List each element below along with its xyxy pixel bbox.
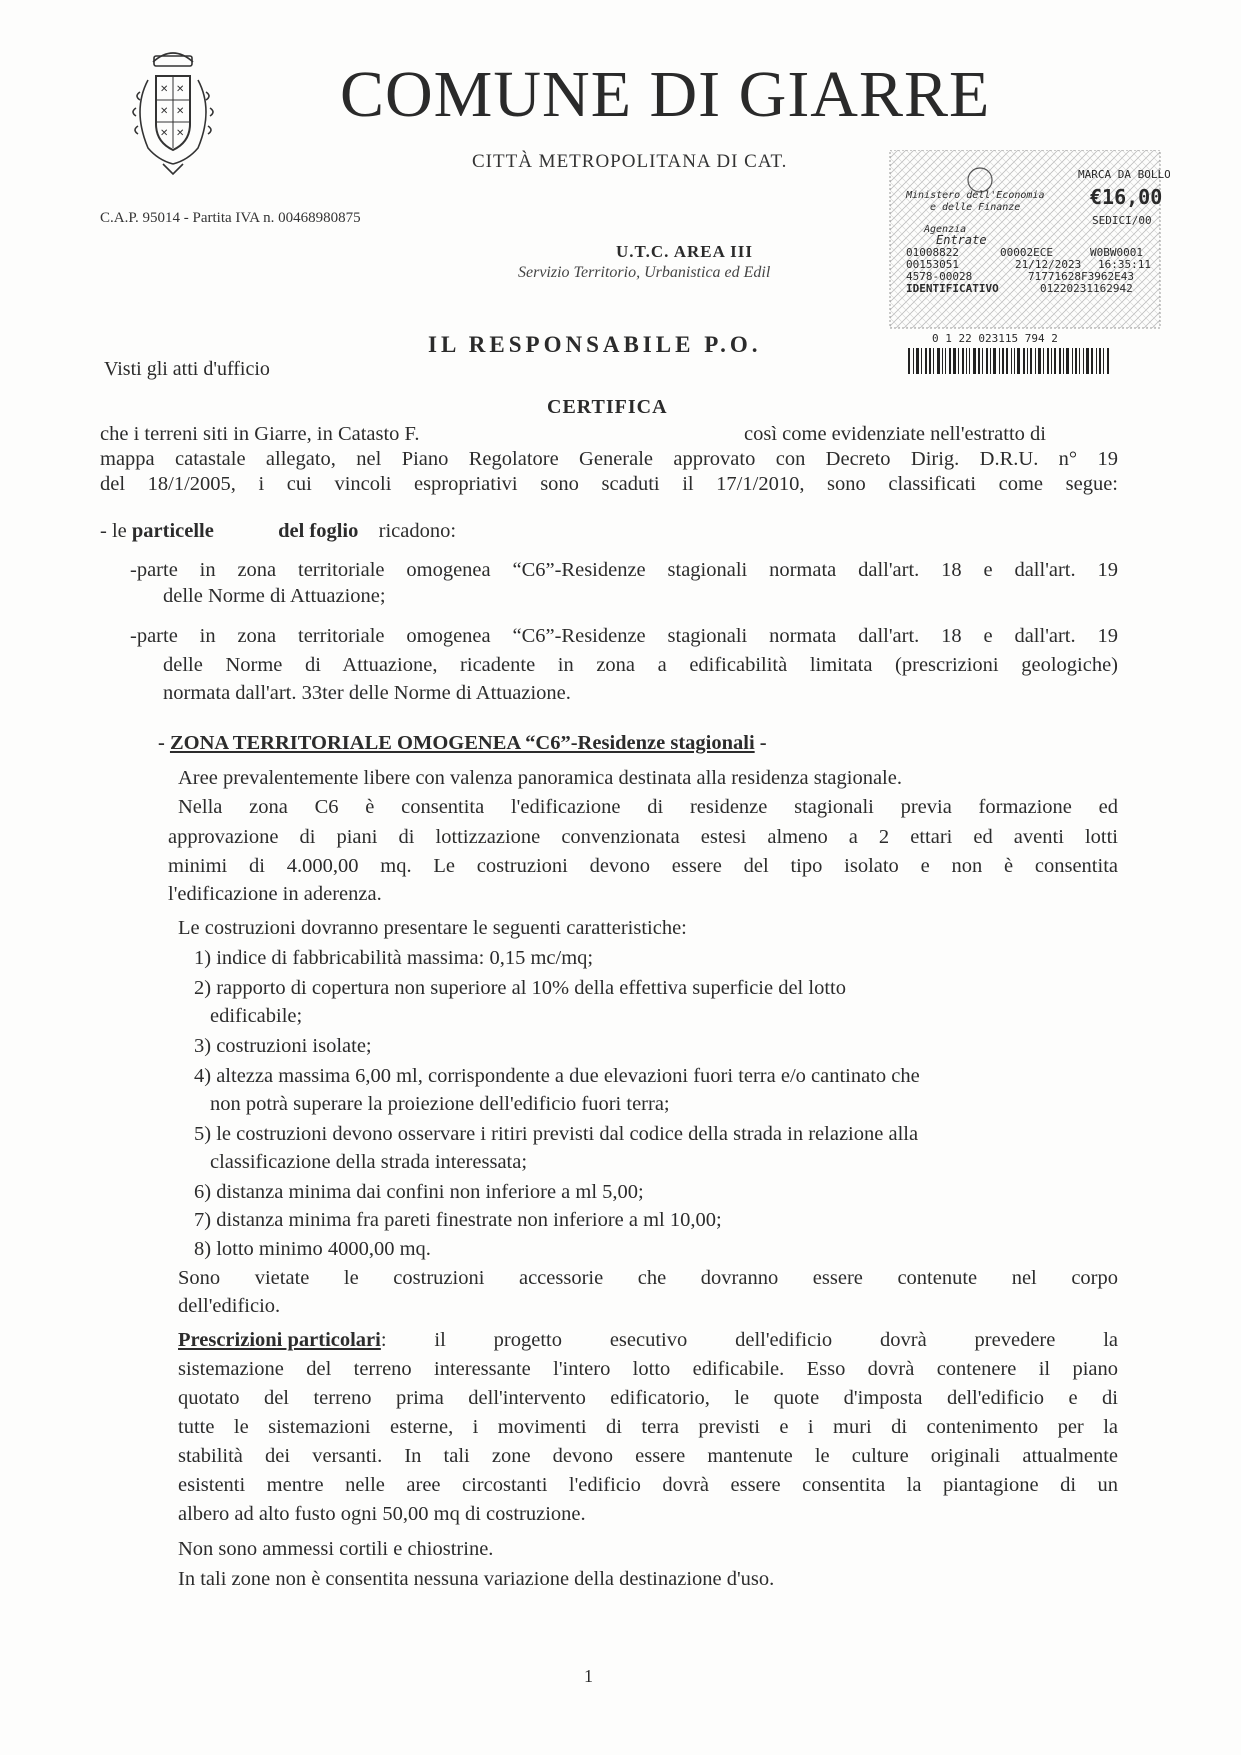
intro-line-1-part-1: che i terreni siti in Giarre, in Catasto F. xyxy=(100,423,420,445)
office-service: Servizio Territorio, Urbanistica ed Edil xyxy=(518,264,771,281)
barcode-bar xyxy=(949,348,951,374)
zona-par-line-3: minimi di 4.000,00 mq. Le costruzioni devono essere del tipo isolato e non è consentita xyxy=(168,855,1118,877)
particelle-label: particelle xyxy=(131,520,214,542)
coat-of-arms-logo xyxy=(118,40,228,180)
stamp-code-3b: 71771628F3962E43 xyxy=(1028,270,1134,283)
barcode-bar xyxy=(1075,348,1077,374)
barcode-bar xyxy=(1006,348,1008,374)
item-6: 6) distanza minima dai confini non inferiore a ml 5,00; xyxy=(194,1181,644,1203)
stamp-code-1b: 00002ECE xyxy=(1000,246,1053,259)
prescrizioni-line-6: esistenti mentre nelle aree circostanti l'edificio dovrà essere consentita la piantagione di un xyxy=(178,1474,1118,1496)
foglio-label: del foglio xyxy=(278,520,359,542)
barcode-bar xyxy=(908,348,910,374)
municipality-title: COMUNE DI GIARRE xyxy=(340,58,991,131)
barcode-bar xyxy=(1103,348,1104,374)
stamp-amount-words: SEDICI/00 xyxy=(1092,214,1152,227)
barcode-bar xyxy=(1059,348,1061,374)
zona-description: Aree prevalentemente libere con valenza panoramica destinata alla residenza stagionale. xyxy=(178,767,902,789)
svg-text:✕: ✕ xyxy=(160,106,169,117)
cortili-line: Non sono ammessi cortili e chiostrine. xyxy=(178,1538,494,1560)
barcode-bar xyxy=(1083,348,1084,374)
barcode-bar xyxy=(937,348,940,374)
item-8: 8) lotto minimo 4000,00 mq. xyxy=(194,1238,431,1260)
barcode-bar xyxy=(982,348,983,374)
prescrizioni-line-4: tutte le sistemazioni esterne, i movimenti di terra previsti e i muri di contenimento per la xyxy=(178,1416,1118,1438)
prescrizioni-line-1-text: : il progetto esecutivo dell'edificio dovrà prevedere la xyxy=(380,1329,1118,1351)
barcode-bar xyxy=(1030,348,1032,374)
part1-line-2: delle Norme di Attuazione; xyxy=(163,585,386,607)
part1-line-1: -parte in zona territoriale omogenea “C6”-Residenze stagionali normata dall'art. 18 e dall'art. 19 xyxy=(130,559,1118,581)
office-name: U.T.C. AREA III xyxy=(616,242,754,261)
vietate-line-1: Sono vietate le costruzioni accessorie che dovranno essere contenute nel corpo xyxy=(178,1267,1118,1289)
barcode-bar xyxy=(1096,348,1097,374)
barcode-bar xyxy=(973,348,976,374)
barcode-bar xyxy=(1011,348,1012,374)
item-2-line-1: 2) rapporto di copertura non superiore al 10% della effettiva superficie del lotto xyxy=(194,977,846,999)
caratteristiche-intro: Le costruzioni dovranno presentare le seguenti caratteristiche: xyxy=(178,917,687,939)
barcode-bar xyxy=(1027,348,1028,374)
responsible-heading: IL RESPONSABILE P.O. xyxy=(428,332,762,357)
zona-heading-dash-before: - xyxy=(158,732,165,754)
barcode-bar xyxy=(999,348,1000,374)
barcode-bar xyxy=(978,348,980,374)
barcode-bar xyxy=(1023,348,1025,374)
item-4-line-1: 4) altezza massima 6,00 ml, corrispondente a due elevazioni fuori terra e/o cantinato che xyxy=(194,1065,920,1087)
barcode-bar xyxy=(1047,348,1049,374)
zona-heading-text: ZONA TERRITORIALE OMOGENEA “C6”-Residenze stagionali xyxy=(169,732,755,754)
stamp-amount: €16,00 xyxy=(1090,185,1163,209)
barcode-bar xyxy=(1066,348,1069,374)
item-5-line-2: classificazione della strada interessata; xyxy=(210,1151,528,1173)
barcode-bar xyxy=(913,348,914,374)
barcode-bar xyxy=(1043,348,1044,374)
barcode-bar xyxy=(925,348,927,374)
revenue-stamp xyxy=(850,150,1170,378)
prescrizioni-line-1 xyxy=(178,1330,1118,1351)
stamp-agency-2: Entrate xyxy=(936,233,987,247)
stamp-code-2a: 00153051 xyxy=(906,258,959,271)
barcode-bar xyxy=(1099,348,1101,374)
stamp-identificativo-code: 01220231162942 xyxy=(1040,282,1133,295)
barcode-bar xyxy=(966,348,967,374)
part2-line-2: delle Norme di Attuazione, ricadente in zona a edificabilità limitata (prescrizioni geologiche) xyxy=(163,654,1118,676)
barcode-bar xyxy=(929,348,931,374)
stamp-identificativo-label: IDENTIFICATIVO xyxy=(906,282,999,295)
barcode-bar xyxy=(1017,348,1020,374)
stamp-barcode-number: 0 1 22 023115 794 2 xyxy=(932,332,1058,345)
item-5-line-1: 5) le costruzioni devono osservare i ritiri previsti dal codice della strada in relazione alla xyxy=(194,1123,919,1145)
barcode-bar xyxy=(1091,348,1093,374)
part2-line-3: normata dall'art. 33ter delle Norme di Attuazione. xyxy=(163,682,571,704)
particelle-prefix: - le xyxy=(100,520,127,542)
certifica-heading: CERTIFICA xyxy=(547,396,668,418)
svg-text:✕: ✕ xyxy=(176,106,185,117)
prescrizioni-label: Prescrizioni particolari xyxy=(178,1329,381,1351)
vietate-line-2: dell'edificio. xyxy=(178,1295,281,1317)
stamp-code-3a: 4578-00028 xyxy=(906,270,973,283)
stamp-code-1a: 01008822 xyxy=(906,246,959,259)
svg-text:✕: ✕ xyxy=(160,128,169,139)
stamp-date: 21/12/2023 xyxy=(1015,258,1082,271)
barcode-bar xyxy=(1051,348,1052,374)
municipality-subtitle: CITTÀ METROPOLITANA DI CAT. xyxy=(472,151,788,172)
svg-text:✕: ✕ xyxy=(176,128,185,139)
barcode-bar xyxy=(1107,348,1109,374)
stamp-code-1c: W0BW0001 xyxy=(1090,246,1143,259)
zona-par-line-2: approvazione di piani di lottizzazione convenzionata estesi almeno a 2 ettari ed aventi lotti xyxy=(168,826,1118,848)
svg-text:✕: ✕ xyxy=(176,84,185,95)
barcode-bar xyxy=(962,348,964,374)
item-4-line-2: non potrà superare la proiezione dell'edificio fuori terra; xyxy=(210,1093,670,1115)
postal-vat-line: C.A.P. 95014 - Partita IVA n. 00468980875 xyxy=(100,210,361,226)
barcode-bar xyxy=(986,348,988,374)
barcode-bar xyxy=(969,348,970,374)
zona-par-line-4: l'edificazione in aderenza. xyxy=(168,883,382,905)
zona-heading xyxy=(158,733,767,754)
zona-heading-dash-after: - xyxy=(759,732,767,754)
particelle-line xyxy=(100,521,456,542)
barcode-bar xyxy=(916,348,919,374)
barcode-bar xyxy=(1063,348,1064,374)
item-7: 7) distanza minima fra pareti finestrate non inferiore a ml 10,00; xyxy=(194,1209,722,1231)
item-1: 1) indice di fabbricabilità massima: 0,15 mc/mq; xyxy=(194,947,594,969)
item-3: 3) costruzioni isolate; xyxy=(194,1035,372,1057)
item-2-line-2: edificabile; xyxy=(210,1005,303,1027)
destinazione-line: In tali zone non è consentita nessuna variazione della destinazione d'uso. xyxy=(178,1568,775,1590)
barcode-bar xyxy=(953,348,956,374)
barcode-bar xyxy=(1035,348,1036,374)
page-number: 1 xyxy=(584,1666,593,1686)
prescrizioni-line-7: albero ad alto fusto ogni 50,00 mq di costruzione. xyxy=(178,1503,586,1525)
barcode-bar xyxy=(993,348,996,374)
barcode-bar xyxy=(1054,348,1056,374)
barcode-bar xyxy=(1014,348,1015,374)
stamp-agency-1: Agenzia xyxy=(924,224,967,235)
intro-line-2: mappa catastale allegato, nel Piano Regolatore Generale approvato con Decreto Dirig. D.R.U. n° 19 xyxy=(100,448,1118,470)
barcode-bar xyxy=(1079,348,1080,374)
zona-par-line-1: Nella zona C6 è consentita l'edificazione di residenze stagionali previa formazione ed xyxy=(178,796,1118,818)
barcode-bar xyxy=(933,348,934,374)
particelle-suffix: ricadono: xyxy=(378,520,457,542)
barcode-bar xyxy=(1072,348,1073,374)
part2-line-1: -parte in zona territoriale omogenea “C6”-Residenze stagionali normata dall'art. 18 e dall'art. 19 xyxy=(130,625,1118,647)
barcode-bar xyxy=(942,348,943,374)
barcode-bar xyxy=(945,348,946,374)
intro-line-1-part-2: così come evidenziate nell'estratto di xyxy=(744,423,1046,445)
prescrizioni-line-3: quotato del terreno prima dell'intervento edificatorio, le quote d'imposta dell'edificio e di xyxy=(178,1387,1118,1409)
stamp-label: MARCA DA BOLLO xyxy=(1078,168,1170,181)
intro-line-3: del 18/1/2005, i cui vincoli espropriativi sono scaduti il 17/1/2010, sono classificati come segue: xyxy=(100,473,1118,495)
stamp-barcode xyxy=(908,348,1109,374)
prescrizioni-line-5: stabilità dei versanti. In tali zone devono essere mantenute le culture originali attualmente xyxy=(178,1445,1118,1467)
barcode-bar xyxy=(1002,348,1004,374)
barcode-bar xyxy=(1038,348,1041,374)
barcode-bar xyxy=(1086,348,1089,374)
visti-line: Visti gli atti d'ufficio xyxy=(104,358,270,380)
prescrizioni-line-2: sistemazione del terreno interessante l'intero lotto edificabile. Esso dovrà contenere il piano xyxy=(178,1358,1118,1380)
stamp-time: 16:35:11 xyxy=(1098,258,1151,271)
barcode-bar xyxy=(990,348,991,374)
stamp-ministry-1: Ministero dell'Economia xyxy=(906,190,1045,201)
barcode-bar xyxy=(921,348,922,374)
barcode-bar xyxy=(958,348,959,374)
stamp-ministry-2: e delle Finanze xyxy=(930,202,1021,213)
svg-text:✕: ✕ xyxy=(160,84,169,95)
